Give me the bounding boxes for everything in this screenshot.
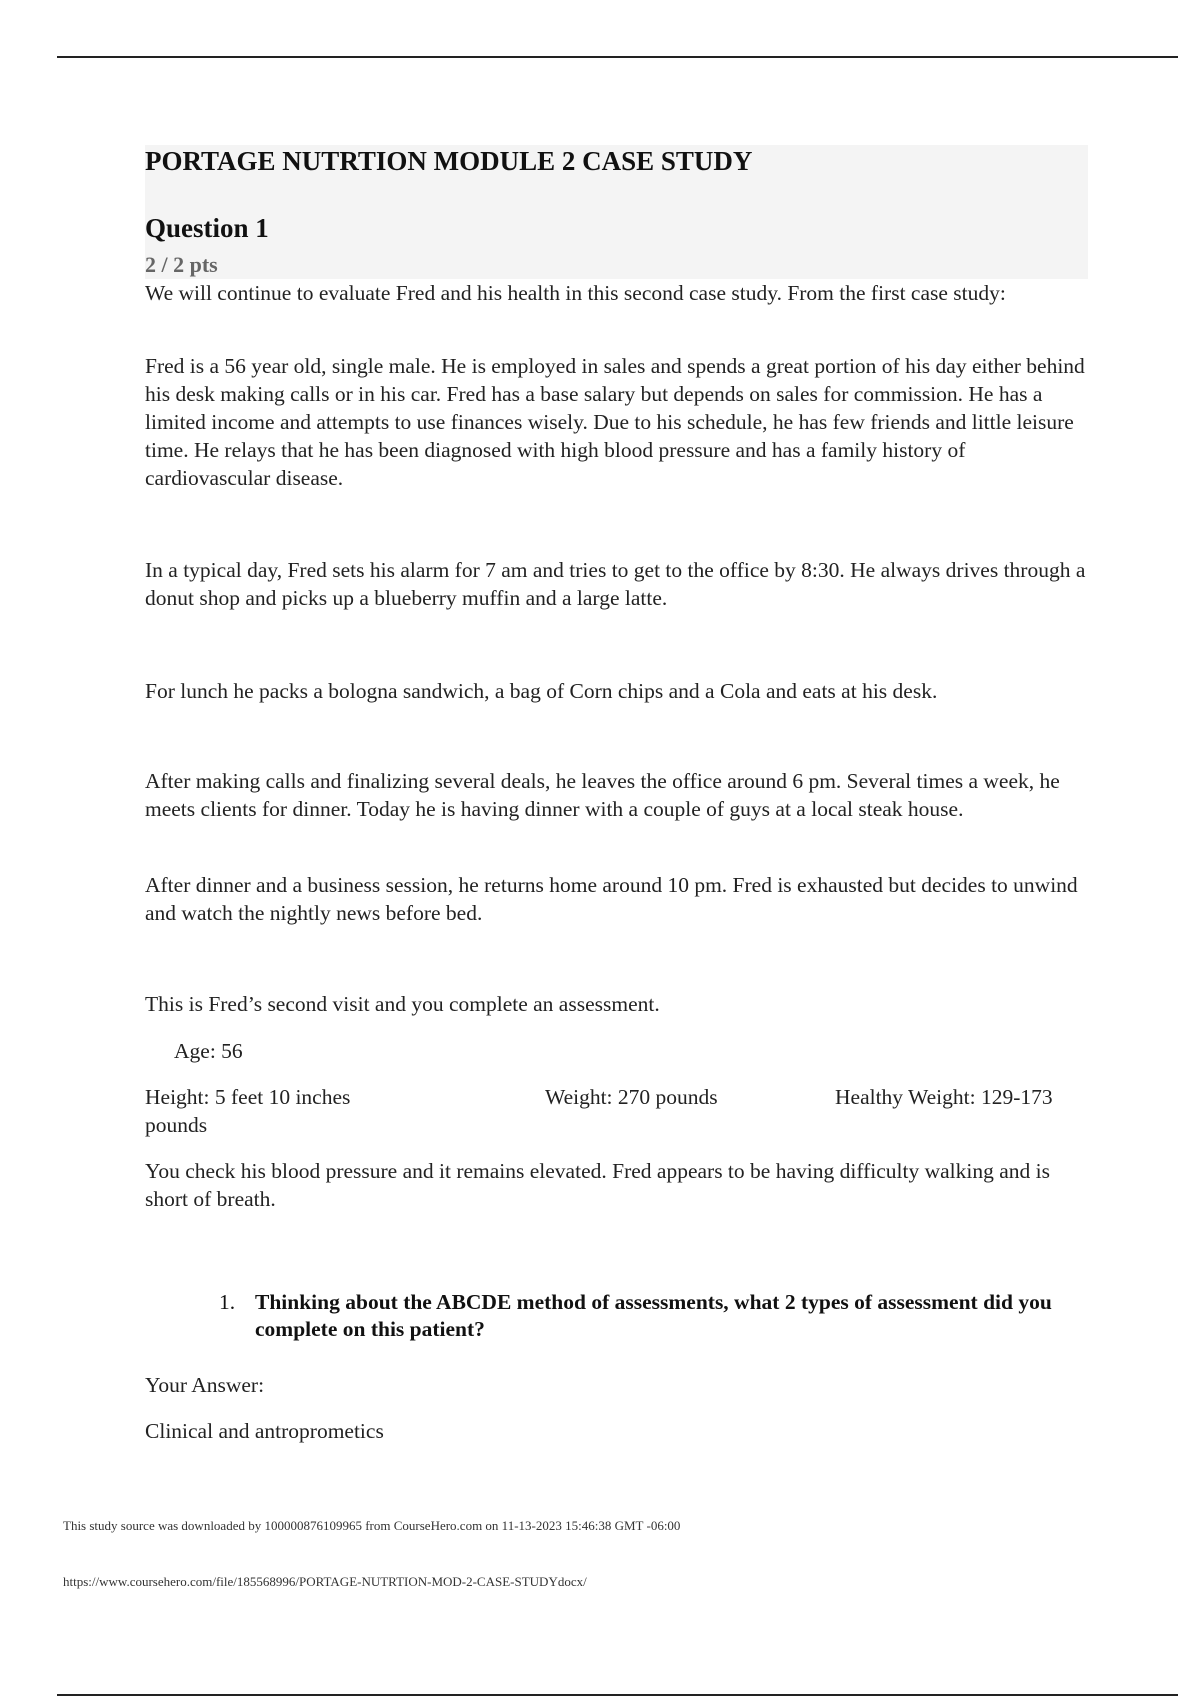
document-title: PORTAGE NUTRTION MODULE 2 CASE STUDY [145, 146, 753, 176]
question-text: Thinking about the ABCDE method of assessments, what 2 types of assessment did you complete on this patient? [255, 1290, 1052, 1341]
height-value: Height: 5 feet 10 inches [145, 1085, 351, 1109]
healthy-weight-unit: pounds [145, 1113, 208, 1137]
observation-paragraph: You check his blood pressure and it remains elevated. Fred appears to be having difficulty walking and is short of breath. [145, 1159, 1050, 1211]
lunch-paragraph: For lunch he packs a bologna sandwich, a bag of Corn chips and a Cola and eats at his desk. [145, 679, 938, 703]
night-paragraph: After dinner and a business session, he returns home around 10 pm. Fred is exhausted but decides to unwind and watch the nightly news before bed. [145, 873, 1078, 925]
answer-text: Clinical and antroprometics [145, 1419, 384, 1443]
background-paragraph: Fred is a 56 year old, single male. He is employed in sales and spends a great portion of his day either behind his desk making calls or in his car. Fred has a base salary but depends on sales for commission. He has a limited income and attempts to use finances wisely. Due to his schedule, he has few friends and little leisure time. He relays that he has been diagnosed with high blood pressure and has a family history of cardiovascular disease. [145, 354, 1085, 490]
points-score: 2 / 2 pts [145, 252, 218, 277]
download-source-note: This study source was downloaded by 100000876109965 from CourseHero.com on 11-13-2023 15:46:38 GMT -06:00 [63, 1518, 681, 1533]
bottom-divider [57, 1694, 1178, 1696]
question-number: 1. [219, 1290, 236, 1314]
age-value: Age: 56 [174, 1039, 243, 1063]
answer-label: Your Answer: [145, 1373, 265, 1397]
evening-paragraph: After making calls and finalizing several deals, he leaves the office around 6 pm. Several times a week, he meets clients for dinner. Today he is having dinner with a couple of guys at a local steak house. [145, 769, 1060, 821]
second-visit-paragraph: This is Fred’s second visit and you complete an assessment. [145, 992, 660, 1016]
intro-paragraph: We will continue to evaluate Fred and his health in this second case study. From the first case study: [145, 281, 1006, 305]
morning-paragraph: In a typical day, Fred sets his alarm for 7 am and tries to get to the office by 8:30. He always drives through a donut shop and picks up a blueberry muffin and a large latte. [145, 558, 1086, 610]
question-title: Question 1 [145, 213, 269, 243]
top-divider [57, 56, 1178, 58]
weight-value: Weight: 270 pounds [545, 1085, 718, 1109]
vitals-row [145, 1083, 1090, 1139]
source-url[interactable]: https://www.coursehero.com/file/185568996/PORTAGE-NUTRTION-MOD-2-CASE-STUDYdocx/ [63, 1574, 587, 1589]
healthy-weight-value: Healthy Weight: 129-173 [835, 1085, 1053, 1109]
